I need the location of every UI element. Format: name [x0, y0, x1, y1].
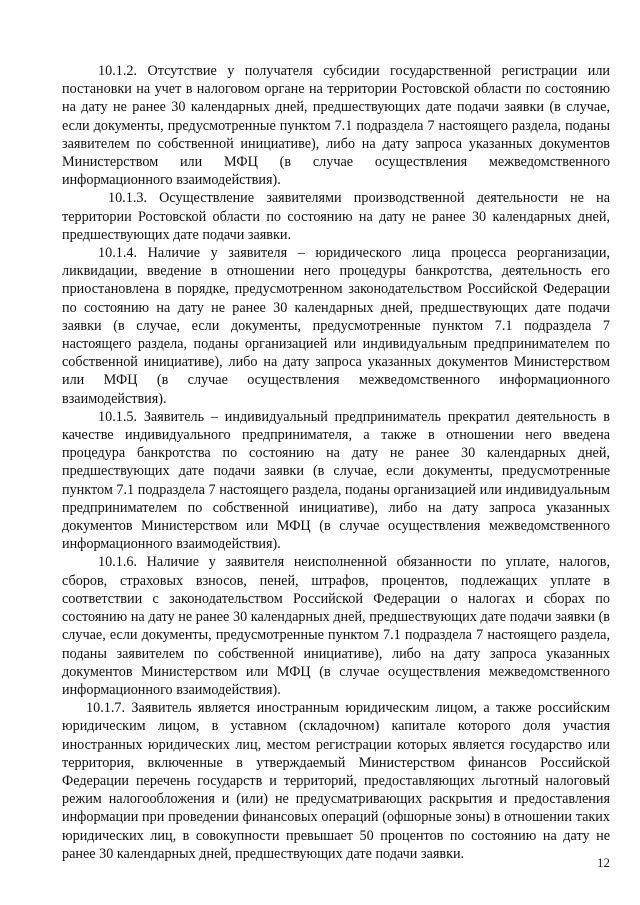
paragraph-10-1-7: 10.1.7. Заявитель является иностранным юридическим лицом, а также российским юридическим лицом, в уставном (складочном) капитале которого доля участия иностранных юридических лиц, местом регистрации которых является государство или территория, включенные в утверждаемый Министерством финансов Российской Федерации перечень государств и территорий, предоставляющих льготный налоговый режим налогообложения и (или) не предусматривающих раскрытия и предоставления информации при проведении финансовых операций (офшорные зоны) в отношении таких юридических лиц, в совокупности превышает 50 процентов по состоянию на дату не ранее 30 календарных дней, предшествующих дате подачи заявки.: [62, 700, 610, 862]
paragraph-10-1-6: 10.1.6. Наличие у заявителя неисполненной обязанности по уплате, налогов, сборов, страховых взносов, пеней, штрафов, процентов, подлежащих уплате в соответствии с законодательством Российской Федерации о налогах и сборах по состоянию на дату не ранее 30 календарных дней, предшествующих дате подачи заявки (в случае, если документы, предусмотренные пунктом 7.1 подраздела 7 настоящего раздела, поданы заявителем по собственной инициативе), либо на дату запроса указанных документов Министерством или МФЦ (в случае осуществления межведомственного информационного взаимодействия).: [62, 554, 610, 698]
paragraph-10-1-3: 10.1.3. Осуществление заявителями производственной деятельности не на территории Ростовской области по состоянию на дату не ранее 30 календарных дней, предшествующих дате подачи заявки.: [62, 190, 610, 243]
paragraph-10-1-2: 10.1.2. Отсутствие у получателя субсидии государственной регистрации или постановки на учет в налоговом органе на территории Ростовской области по состоянию на дату не ранее 30 календарных дней, предшествующих дате подачи заявки (в случае, если документы, предусмотренные пунктом 7.1 подраздела 7 настоящего раздела, поданы заявителем по собственной инициативе), либо на дату запроса указанных документов Министерством или МФЦ (в случае осуществления межведомственного информационного взаимодействия).: [62, 63, 610, 189]
page-number: 12: [597, 855, 610, 870]
document-body: [62, 62, 610, 863]
paragraph-10-1-4: 10.1.4. Наличие у заявителя – юридического лица процесса реорганизации, ликвидации, введение в отношении него процедуры банкротства, деятельность его приостановлена в порядке, предусмотренном законодательством Российской Федерации по состоянию на дату не ранее 30 календарных дней, предшествующих дате подачи заявки (в случае, если документы, предусмотренные пунктом 7.1 подраздела 7 настоящего раздела, поданы организацией или индивидуальным предпринимателем по собственной инициативе), либо на дату запроса указанных документов Министерством или МФЦ (в случае осуществления межведомственного информационного взаимодействия).: [62, 245, 610, 407]
paragraph-10-1-5: 10.1.5. Заявитель – индивидуальный предприниматель прекратил деятельность в качестве индивидуального предпринимателя, а также в отношении него введена процедура банкротства по состоянию на дату не ранее 30 календарных дней, предшествующих дате подачи заявки (в случае, если документы, предусмотренные пунктом 7.1 подраздела 7 настоящего раздела, поданы организацией или индивидуальным предпринимателем по собственной инициативе), либо на дату запроса указанных документов Министерством или МФЦ (в случае осуществления межведомственного информационного взаимодействия).: [62, 408, 610, 553]
